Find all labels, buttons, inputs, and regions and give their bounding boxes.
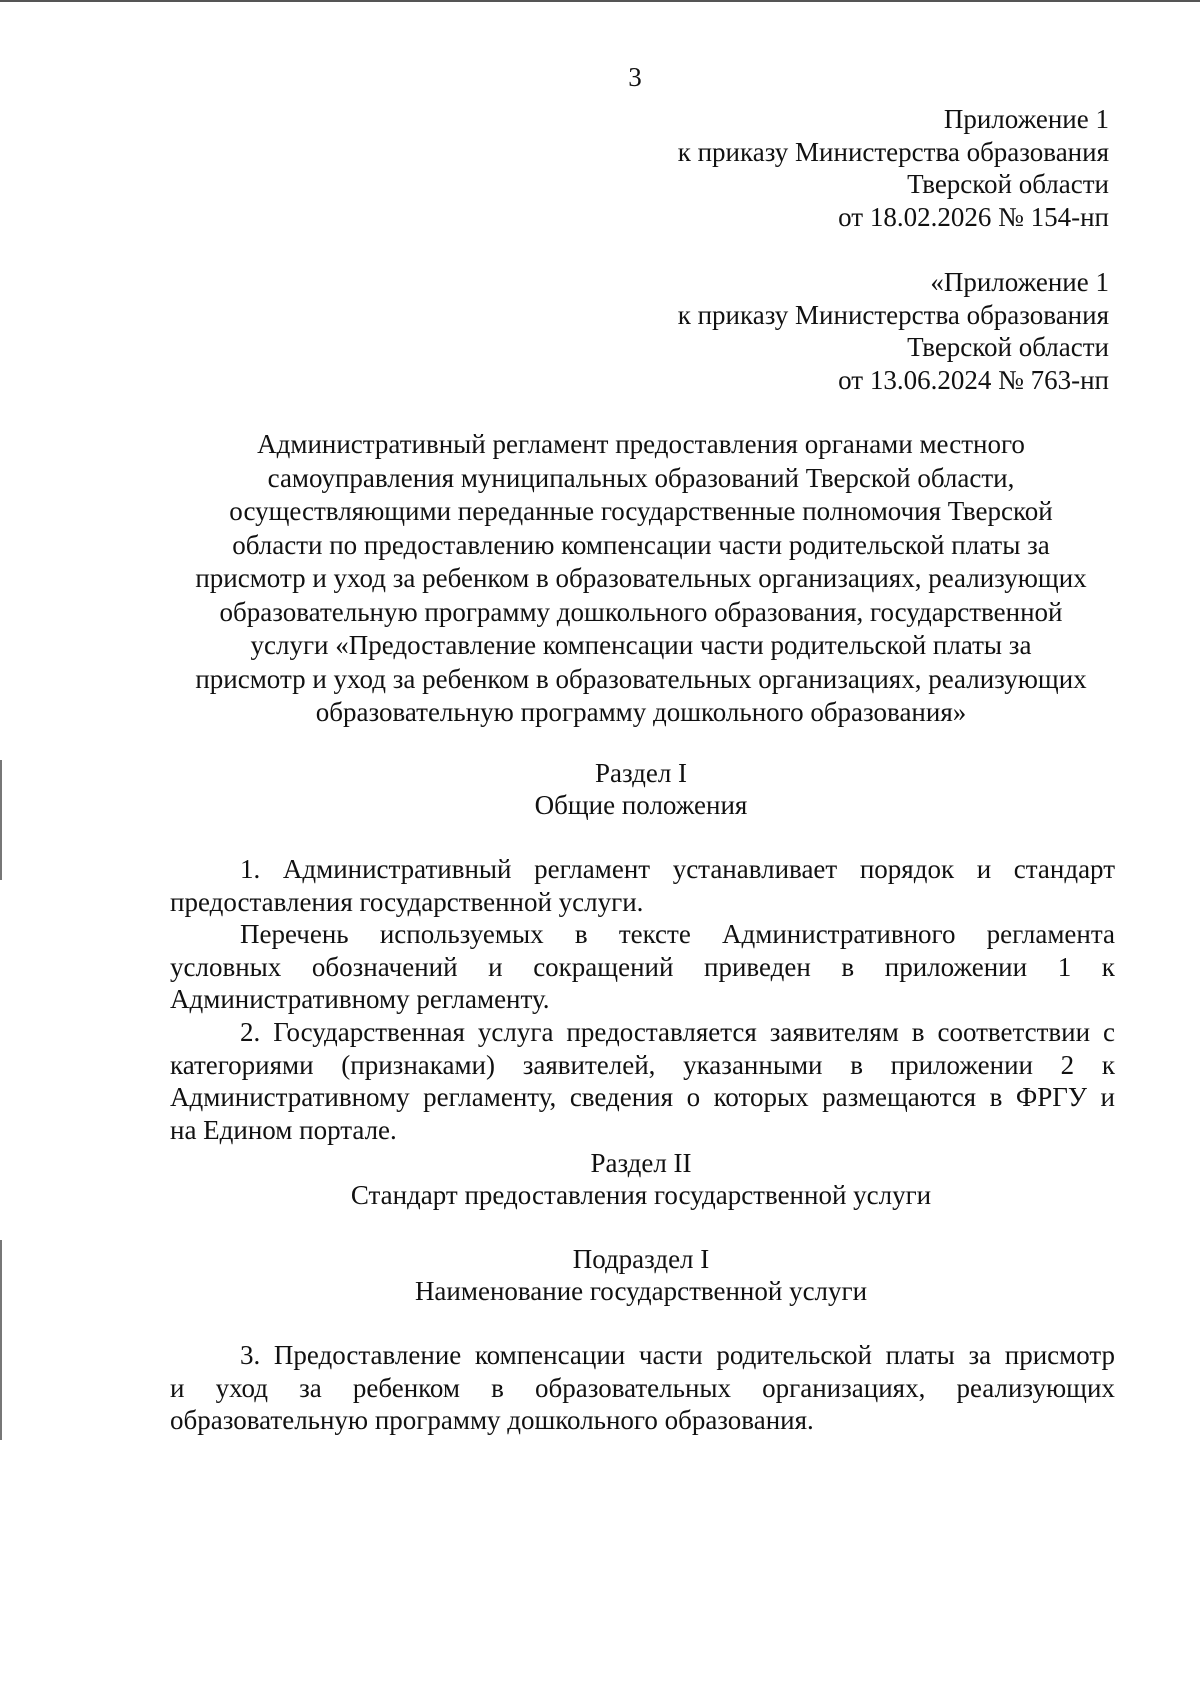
word: родительской — [716, 1340, 873, 1370]
appendix-line: «Приложение 1 — [930, 267, 1109, 297]
word: сведения — [569, 1082, 674, 1112]
word: организациях, — [762, 1372, 926, 1403]
document-title — [166, 428, 1116, 730]
word: услуга — [477, 1017, 554, 1047]
word: и — [170, 1372, 185, 1403]
word: Административного — [722, 919, 956, 949]
word: порядок — [859, 854, 955, 884]
word: о — [686, 1082, 701, 1112]
word: предоставления государственной услуги. — [170, 886, 644, 917]
appendix-line: к приказу Министерства образования — [677, 136, 1109, 167]
word: Перечень — [240, 919, 349, 949]
word: с — [1103, 1017, 1115, 1047]
scan-left-edge-mark — [0, 1240, 2, 1440]
word: регламент — [534, 854, 651, 884]
paragraph-line — [170, 1081, 1115, 1114]
word: Административному — [170, 1082, 410, 1112]
word: указанными — [683, 1049, 823, 1080]
paragraph-1 — [170, 853, 1115, 918]
word: Предоставление — [273, 1340, 462, 1370]
appendix-line: от 13.06.2024 № 763-нп — [838, 364, 1109, 395]
paragraph-line — [170, 951, 1115, 984]
paragraph-line — [170, 1404, 1115, 1437]
title-line: образовательную программу дошкольного образования, государственной — [219, 596, 1063, 627]
paragraph-line — [170, 1372, 1115, 1405]
word: в — [574, 919, 588, 949]
subsection-1-heading — [166, 1243, 1116, 1307]
word: образовательных — [534, 1372, 732, 1403]
word: 2 — [1060, 1049, 1075, 1080]
word: к — [1101, 1049, 1115, 1080]
section-2-heading — [166, 1147, 1116, 1211]
word: заявителей, — [522, 1049, 656, 1080]
word: Административному регламенту. — [170, 984, 550, 1014]
word: регламента — [986, 919, 1115, 949]
page-number: 3 — [628, 62, 642, 92]
word: тексте — [618, 919, 691, 949]
title-line: присмотр и уход за ребенком в образовательных организациях, реализующих — [195, 563, 1087, 593]
section-1-heading — [166, 757, 1116, 821]
title-line: услуги «Предоставление компенсации части родительской платы за — [250, 630, 1032, 660]
word: обозначений — [311, 951, 458, 982]
word: соответствии — [937, 1017, 1091, 1047]
scan-top-edge — [0, 0, 1200, 2]
section-label: Раздел I — [594, 758, 688, 788]
section-name: Стандарт предоставления государственной услуги — [350, 1180, 932, 1210]
title-line: Административный регламент предоставления органами местного — [257, 429, 1025, 459]
paragraph-line — [170, 1339, 1115, 1372]
appendix-line: Тверской области — [907, 169, 1109, 199]
paragraph-2 — [170, 1016, 1115, 1146]
word: 2. — [240, 1017, 261, 1047]
word: и — [488, 951, 503, 982]
word: платы — [885, 1340, 955, 1370]
word: компенсации — [474, 1340, 626, 1370]
word: условных — [170, 951, 282, 982]
word: в — [850, 1049, 863, 1080]
paragraph-line — [170, 853, 1115, 886]
word: присмотр — [1004, 1340, 1115, 1370]
appendix-line: к приказу Министерства образования — [677, 299, 1109, 330]
word: уход — [215, 1372, 268, 1403]
word: 1. — [240, 854, 261, 884]
word: которых — [713, 1082, 809, 1112]
word: предоставляется — [566, 1017, 757, 1047]
paragraph-1b — [170, 918, 1115, 1016]
subsection-label: Подраздел I — [572, 1244, 710, 1274]
appendix-line: Приложение 1 — [943, 104, 1109, 134]
word: на Едином портале. — [170, 1114, 397, 1145]
word: части — [638, 1340, 703, 1370]
word: 1 — [1057, 951, 1072, 982]
word: Государственная — [273, 1017, 465, 1047]
word: заявителям — [769, 1017, 899, 1047]
paragraph-line — [170, 1049, 1115, 1082]
paragraph-line — [170, 886, 1115, 919]
appendix-line: Тверской области — [907, 332, 1109, 362]
word: приложении — [884, 951, 1028, 982]
word: категориями — [170, 1049, 314, 1080]
word: устанавливает — [672, 854, 838, 884]
word: и — [1100, 1082, 1115, 1112]
word: к — [1101, 951, 1115, 982]
word: за — [968, 1340, 992, 1370]
section-label: Раздел II — [590, 1148, 692, 1178]
word: за — [299, 1372, 322, 1403]
word: 3. — [240, 1340, 261, 1370]
paragraph-line — [170, 1114, 1115, 1147]
paragraph-line — [170, 1016, 1115, 1049]
word: стандарт — [1013, 854, 1115, 884]
subsection-name: Наименование государственной услуги — [414, 1276, 868, 1306]
word: и — [976, 854, 992, 884]
word: реализующих — [956, 1372, 1115, 1403]
word: приложении — [890, 1049, 1033, 1080]
appendix-header-old — [678, 266, 1109, 396]
paragraph-line — [170, 983, 1115, 1016]
word: в — [841, 951, 855, 982]
word: сокращений — [533, 951, 674, 982]
appendix-line: от 18.02.2026 № 154-нп — [838, 201, 1109, 232]
word: Административный — [282, 854, 512, 884]
paragraph-3 — [170, 1339, 1115, 1437]
appendix-header-new — [678, 103, 1109, 233]
word: ребенком — [352, 1372, 460, 1403]
word: используемых — [379, 919, 544, 949]
word: регламенту, — [423, 1082, 557, 1112]
word: образовательную программу дошкольного образования. — [170, 1405, 814, 1435]
word: ФРГУ — [1015, 1082, 1087, 1112]
title-line: области по предоставлению компенсации части родительской платы за — [232, 529, 1050, 560]
title-line: присмотр и уход за ребенком в образовательных организациях, реализующих — [195, 663, 1087, 694]
title-line: осуществляющими переданные государственные полномочия Тверской — [229, 496, 1053, 526]
paragraph-line — [170, 918, 1115, 951]
word: в — [491, 1372, 504, 1403]
scan-left-edge-mark — [0, 760, 2, 880]
word: размещаются — [822, 1082, 977, 1112]
title-line: самоуправления муниципальных образований Тверской области, — [267, 462, 1015, 493]
section-name: Общие положения — [534, 790, 748, 820]
title-line: образовательную программу дошкольного образования» — [315, 697, 967, 727]
word: в — [989, 1082, 1003, 1112]
word: в — [911, 1017, 925, 1047]
word: приведен — [704, 951, 811, 982]
word: (признаками) — [341, 1049, 495, 1080]
